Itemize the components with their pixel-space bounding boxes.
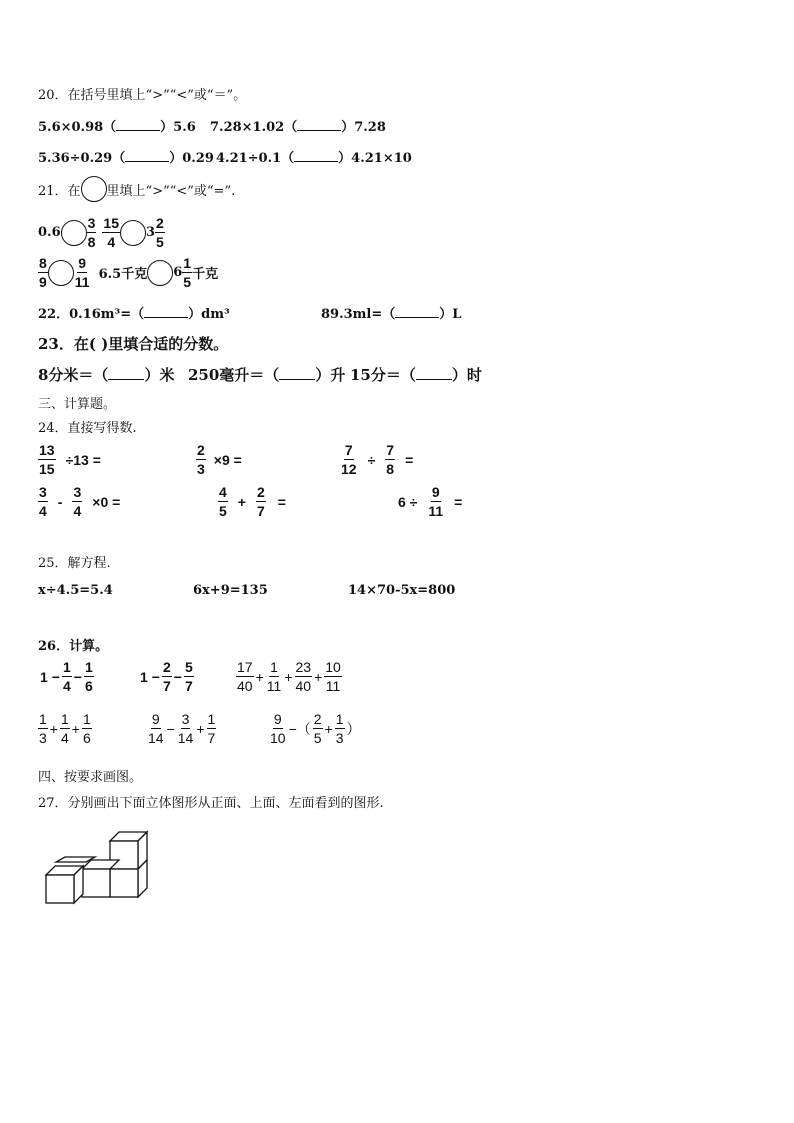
numerator: 1 — [39, 711, 47, 727]
numerator: 2 — [156, 215, 164, 231]
denominator: 11 — [325, 678, 341, 694]
fraction — [72, 485, 82, 518]
q21-row1 — [38, 216, 165, 249]
numerator: 3 — [73, 484, 82, 500]
cube-front-face — [110, 869, 138, 897]
denominator: 3 — [197, 461, 205, 477]
denominator: 5 — [219, 503, 227, 519]
denominator: 12 — [341, 461, 357, 477]
compare-circle[interactable] — [147, 260, 173, 286]
q23-a — [38, 364, 174, 385]
numerator: 13 — [39, 442, 55, 458]
numerator: 9 — [78, 255, 87, 271]
answer-blank[interactable] — [297, 120, 341, 131]
q27-title: 27．分别画出下面立体图形从正面、上面、左面看到的图形. — [38, 796, 384, 811]
operator: − — [173, 668, 182, 685]
q20-a1-right: ）5.6 — [160, 120, 196, 135]
fraction — [295, 660, 313, 693]
operator: − — [73, 668, 82, 685]
q26-f — [269, 712, 363, 745]
q25-title: 25．解方程. — [38, 556, 111, 571]
operator: + — [71, 720, 80, 737]
fraction — [38, 443, 56, 476]
q20-title: 20．在括号里填上“>”“<”或“＝”。 — [38, 88, 247, 103]
denominator: 14 — [177, 730, 194, 746]
q26-e — [147, 712, 216, 745]
numerator: 4 — [219, 484, 227, 500]
numerator: 10 — [325, 659, 341, 675]
denominator: 40 — [237, 678, 253, 694]
numerator: 1 — [60, 711, 69, 727]
denominator: 5 — [183, 274, 192, 290]
numerator: 7 — [386, 442, 395, 458]
fraction — [60, 712, 70, 745]
numerator: 2 — [197, 442, 205, 458]
q26-d — [38, 712, 92, 745]
q22-b-left: 89.3ml=（ — [321, 307, 396, 322]
q20-b1-right: ）0.29 — [169, 151, 214, 166]
operator: − — [166, 720, 175, 737]
fraction — [182, 256, 192, 289]
numerator: 3 — [39, 484, 47, 500]
fraction — [38, 256, 48, 289]
q26-c — [236, 660, 342, 693]
fraction — [62, 660, 72, 693]
q24-e3 — [340, 443, 415, 476]
q22-a-left: 22．0.16m³=（ — [38, 307, 145, 322]
numerator: 1 — [62, 659, 71, 675]
denominator: 5 — [313, 730, 322, 746]
fraction — [340, 443, 358, 476]
denominator: 7 — [207, 730, 216, 746]
q23-c-right: ）时 — [451, 366, 482, 384]
cube-front-face — [46, 875, 74, 903]
numerator: 5 — [184, 659, 193, 675]
q20-b2 — [216, 147, 412, 166]
denominator: 7 — [162, 678, 171, 694]
q21-title — [38, 176, 235, 202]
q25-equation-1: x÷4.5=5.4 — [38, 583, 113, 598]
answer-blank[interactable] — [108, 369, 144, 380]
q25-equation-2: 6x+9=135 — [193, 583, 268, 598]
compare-circle[interactable] — [61, 220, 87, 246]
operator: + — [196, 720, 205, 737]
numerator: 2 — [313, 711, 322, 727]
section-3-heading: 三、计算题。 — [38, 397, 117, 412]
numerator: 3 — [87, 215, 96, 231]
denominator: 11 — [266, 678, 282, 694]
numerator: 23 — [295, 659, 312, 675]
operator: + — [237, 493, 246, 510]
operator: - — [57, 493, 63, 510]
q20-a1-left: 5.6×0.98（ — [38, 120, 117, 135]
numerator: 3 — [181, 711, 190, 727]
numerator: 1 — [335, 711, 344, 727]
operator: + — [324, 720, 333, 737]
fraction — [427, 485, 444, 518]
fraction — [335, 712, 345, 745]
q23-title: 23．在( )里填合适的分数。 — [38, 335, 229, 353]
operator: − — [51, 668, 60, 685]
fraction — [177, 712, 195, 745]
fraction — [147, 712, 165, 745]
denominator: 6 — [82, 730, 91, 746]
denominator: 7 — [184, 678, 193, 694]
numerator: 15 — [103, 215, 119, 231]
q22-b — [321, 303, 461, 322]
numerator: 1 — [270, 659, 278, 675]
q26-b — [138, 660, 194, 693]
q26-a — [38, 660, 94, 693]
q26-title: 26．计算。 — [38, 639, 109, 654]
fraction — [269, 712, 287, 745]
denominator: 40 — [295, 678, 312, 694]
numerator: 1 — [84, 659, 93, 675]
q24-e6 — [396, 485, 464, 518]
expression-rest: ÷13 = — [65, 451, 101, 468]
q24-title: 24．直接写得数. — [38, 421, 137, 436]
numerator: 7 — [344, 442, 353, 458]
expression-start: 6 ÷ — [398, 493, 418, 510]
denominator: 3 — [335, 730, 344, 746]
q20-b2-right: ）4.21×10 — [338, 151, 412, 166]
q22-a — [38, 303, 230, 322]
operator: + — [284, 668, 293, 685]
operator: ÷ — [367, 451, 376, 468]
q20-b2-left: 4.21÷0.1（ — [216, 151, 295, 166]
fraction — [266, 660, 283, 693]
numerator: 9 — [431, 484, 440, 500]
whole-part: 3 — [146, 225, 156, 240]
expression-rest: ×9 = — [213, 451, 242, 468]
q23-b-left: 250毫升＝（ — [188, 366, 280, 384]
compare-circle — [81, 176, 107, 202]
denominator: 9 — [39, 274, 47, 290]
operand: 1 — [40, 668, 48, 685]
operand: 1 — [140, 668, 148, 685]
fraction — [155, 216, 165, 249]
numerator: 1 — [183, 255, 192, 271]
denominator: 8 — [87, 234, 96, 250]
q23-a-right: ）米 — [144, 366, 175, 384]
q20-a2-left: 7.28×1.02（ — [210, 120, 298, 135]
q20-b1 — [38, 147, 214, 166]
fraction — [313, 712, 323, 745]
denominator: 10 — [270, 730, 286, 746]
q21-row2 — [38, 256, 218, 289]
numerator: 1 — [207, 711, 216, 727]
q24-e2 — [196, 443, 244, 476]
mixed-number — [146, 216, 165, 249]
q23-b-right: ）升 — [315, 366, 346, 384]
q21-unit: 千克 — [192, 267, 219, 282]
q24-e1 — [38, 443, 103, 476]
q21-title-prefix: 21．在 — [38, 183, 81, 199]
numerator: 2 — [162, 659, 171, 675]
fraction — [38, 712, 48, 745]
fraction — [218, 485, 228, 518]
expression-rest: ×0 = — [92, 493, 121, 510]
mixed-number — [173, 256, 218, 289]
q21-weight-1: 6.5千克 — [98, 267, 148, 282]
q23-b — [188, 364, 345, 385]
q20-a2-right: ）7.28 — [341, 120, 386, 135]
denominator: 4 — [73, 503, 82, 519]
denominator: 11 — [428, 503, 444, 519]
denominator: 5 — [156, 234, 164, 250]
compare-circle[interactable] — [120, 220, 146, 246]
fraction — [256, 485, 266, 518]
answer-blank[interactable] — [416, 369, 452, 380]
answer-blank[interactable] — [395, 307, 439, 318]
equals-sign: = — [454, 493, 463, 510]
q23-c-left: 15分＝（ — [350, 366, 416, 384]
q22-a-right: ）dm³ — [188, 307, 230, 322]
q20-b1-left: 5.36÷0.29（ — [38, 151, 126, 166]
whole-part: 6 — [173, 265, 183, 280]
denominator: 7 — [256, 503, 265, 519]
q23-a-left: 8分米＝（ — [38, 366, 109, 384]
answer-blank[interactable] — [116, 120, 160, 131]
fraction — [84, 660, 94, 693]
equals-sign: = — [277, 493, 286, 510]
operator: − — [151, 668, 160, 685]
numerator: 2 — [256, 484, 265, 500]
fraction — [184, 660, 194, 693]
denominator: 4 — [60, 730, 69, 746]
fraction — [38, 485, 48, 518]
q21-r1-decimal: 0.6 — [38, 225, 61, 240]
denominator: 3 — [39, 730, 47, 746]
fraction — [196, 443, 206, 476]
fraction — [74, 256, 91, 289]
numerator: 1 — [82, 711, 91, 727]
section-4-heading: 四、按要求画图。 — [38, 770, 143, 785]
q25-equation-3: 14×70-5x=800 — [348, 583, 456, 598]
numerator: 9 — [151, 711, 160, 727]
cube-figure — [40, 826, 154, 906]
answer-blank[interactable] — [279, 369, 315, 380]
fraction — [102, 216, 120, 249]
operator: −（ — [288, 720, 311, 737]
q22-b-right: ）L — [439, 307, 462, 322]
q24-e4 — [38, 485, 122, 518]
denominator: 4 — [62, 678, 71, 694]
q21-title-suffix: 里填上“>”“<”或“=”. — [106, 183, 236, 199]
answer-blank[interactable] — [125, 151, 169, 162]
denominator: 6 — [84, 678, 93, 694]
denominator: 11 — [74, 274, 90, 290]
cube-front-face — [82, 869, 110, 897]
denominator: 4 — [107, 234, 116, 250]
fraction — [236, 660, 254, 693]
q20-a1 — [38, 116, 196, 135]
numerator: 9 — [273, 711, 282, 727]
operator: + — [314, 668, 323, 685]
fraction — [82, 712, 92, 745]
numerator: 8 — [39, 255, 47, 271]
answer-blank[interactable] — [294, 151, 338, 162]
fraction — [87, 216, 97, 249]
fraction — [324, 660, 342, 693]
compare-circle[interactable] — [48, 260, 74, 286]
fraction — [385, 443, 395, 476]
q23-c — [350, 364, 482, 385]
denominator: 4 — [39, 503, 47, 519]
fraction — [162, 660, 172, 693]
equals-sign: = — [405, 451, 414, 468]
answer-blank[interactable] — [144, 307, 188, 318]
operator: + — [255, 668, 264, 685]
operator: + — [49, 720, 58, 737]
denominator: 15 — [39, 461, 55, 477]
denominator: 8 — [386, 461, 395, 477]
denominator: 14 — [148, 730, 164, 746]
fraction — [207, 712, 217, 745]
q24-e5 — [218, 485, 288, 518]
q20-a2 — [210, 116, 386, 135]
numerator: 17 — [237, 659, 253, 675]
close-paren: ） — [346, 720, 361, 737]
